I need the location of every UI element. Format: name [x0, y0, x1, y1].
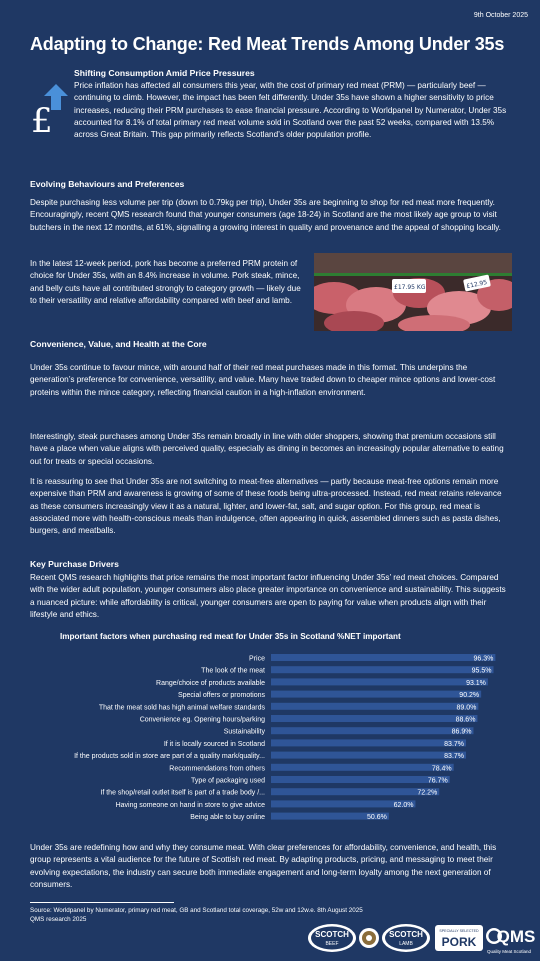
source-line-2: QMS research 2025 — [30, 916, 87, 923]
category-label: Having someone on hand in store to give advice — [115, 801, 265, 809]
section-heading-price-pressures: Shifting Consumption Amid Price Pressures — [74, 68, 255, 78]
bar — [271, 752, 466, 759]
category-label: If it is locally sourced in Scotland — [163, 740, 265, 748]
bar — [271, 788, 439, 795]
qms-sub: Quality Meat Scotland — [486, 949, 532, 954]
category-label: Being able to buy online — [190, 814, 265, 822]
bar — [271, 703, 478, 710]
data-label: 83.7% — [444, 740, 465, 748]
footer-divider — [30, 902, 174, 903]
data-label: 78.4% — [431, 765, 452, 773]
meat-counter-photo — [314, 253, 512, 331]
scotch-beef-bottom: BEEF — [325, 941, 339, 947]
paragraph-price-pressures: Price inflation has affected all consumers this year, with the cost of primary red meat (PRM) — particularly beef — continuing to climb. However, the impact has been felt differently. Under 35s have shown a higher sensitivity to price increases, reducing their PRM purchases to ease financial pressure. According to Worldpanel by Numerator, Under 35s accounted for 8.1% of total primary red meat volume sold in Scotland over the past 52 weeks, compared with 13.5% across Great Britain. This gap primarily reflects Scotland’s older population profile. — [74, 81, 507, 140]
pound-up-arrow-icon — [30, 84, 70, 136]
data-label: 62.0% — [393, 801, 414, 809]
section-heading-drivers: Key Purchase Drivers — [30, 559, 119, 569]
bar — [271, 764, 454, 771]
category-label: Range/choice of products available — [156, 679, 265, 687]
section-heading-convenience: Convenience, Value, and Health at the Core — [30, 339, 207, 349]
pork-main: PORK — [441, 935, 477, 949]
svg-text:£: £ — [31, 101, 53, 136]
data-label: 86.9% — [451, 728, 472, 736]
paragraph-convenience-2: Interestingly, steak purchases among Under 35s remain broadly in line with older shoppers, showing that premium occasions still have a place when value aligns with perceived quality, especially as dining in becomes an increasingly popular alternative to eating out for treats or special occasions. — [30, 432, 504, 466]
category-label: Type of packaging used — [191, 777, 265, 785]
data-label: 83.7% — [444, 753, 465, 761]
category-label: If the products sold in store are part of a quality mark/quality... — [74, 753, 265, 761]
pork-logo — [435, 925, 483, 951]
category-label: That the meat sold has high animal welfare standards — [98, 704, 265, 712]
data-label: 93.1% — [466, 679, 486, 687]
price-tag-2: £12.95 — [465, 278, 488, 291]
scotch-lamb-top: SCOTCH — [389, 930, 423, 939]
scotch-lamb-logo — [382, 924, 430, 952]
bar-chart — [0, 648, 540, 828]
paragraph-convenience-1: Under 35s continue to favour mince, with around half of their red meat purchases made in this format. This underpins the generation’s preference for convenience, versatility, and value. Many have traded down to cheaper mince options and lower-cost proteins within the mince category, reflecting financial caution in a high-inflation environment. — [30, 363, 496, 397]
paragraph-behaviours-1: Despite purchasing less volume per trip (down to 0.79kg per trip), Under 35s are beginning to shop for red meat more frequently. Encouragingly, recent QMS research found that younger consumers (age 18-24) in Scotland are the most likely age group to visit butchers in the next 12 months, at 61%, signalling a growing interest in quality and provenance and the appeal of shopping locally. — [30, 198, 501, 232]
category-label: Convenience eg. Opening hours/parking — [139, 716, 265, 724]
data-label: 90.2% — [459, 692, 480, 700]
category-label: Special offers or promotions — [177, 692, 265, 700]
bar — [271, 678, 488, 685]
data-label: 96.3% — [473, 655, 494, 663]
bar — [271, 776, 450, 783]
data-label: 50.6% — [367, 814, 387, 822]
data-label: 76.7% — [427, 777, 448, 785]
qms-main: QMS — [496, 927, 536, 946]
page-title: Adapting to Change: Red Meat Trends Among Under 35s — [30, 34, 505, 54]
category-label: Sustainability — [223, 728, 265, 736]
category-label: Recommendations from others — [169, 765, 265, 773]
category-label: If the shop/retail outlet itself is part of a trade body /... — [100, 789, 265, 797]
data-label: 72.2% — [417, 789, 438, 797]
data-label: 88.6% — [455, 716, 476, 724]
section-heading-behaviours: Evolving Behaviours and Preferences — [30, 179, 185, 189]
logo-strip — [306, 920, 536, 956]
date: 9th October 2025 — [473, 12, 528, 19]
pork-top: SPECIALLY SELECTED — [439, 929, 479, 933]
data-label: 95.5% — [471, 667, 492, 675]
paragraph-drivers: Recent QMS research highlights that price remains the most important factor influencing Under 35s’ red meat choices. Compared with the wider adult population, younger consumers also place greater importance on convenience and sustainability. This suggests a nuanced picture: while affordability is critical, younger consumers are open to paying for value when products align with their lifestyle and ethics. — [30, 573, 506, 619]
source-line-1: Source: Worldpanel by Numerator, primary red meat, GB and Scotland total coverage, 52w and 12w.e. 8th August 2025 — [30, 907, 363, 914]
bar — [271, 715, 477, 722]
category-label: The look of the meat — [201, 667, 265, 675]
bar — [271, 739, 466, 746]
bar — [271, 666, 494, 673]
crest-icon — [359, 928, 379, 948]
scotch-beef-top: SCOTCH — [315, 930, 349, 939]
paragraph-convenience-3: It is reassuring to see that Under 35s are not switching to meat-free alternatives — partly because meat-free options remain more expensive than PRM and awareness is growing of some of these foods being ultra-processed. Instead, red meat retains relevance as these consumers increasingly view it as a natural, lighter, and lower-fat, salt, and sugar option. For this group, red meat is associated more with health-conscious meals than indulgence, often appearing in quick, assembled dinners such as pasta dishes, burgers, and meatballs. — [30, 477, 502, 536]
paragraph-behaviours-2: In the latest 12-week period, pork has become a preferred PRM protein of choice for Under 35s, with an 8.4% increase in volume. Pork steak, mince, and belly cuts have all contributed strongly to category growth — likely due to their versatility and relative affordability compared with beef and lamb. — [30, 259, 301, 305]
bar — [271, 654, 495, 661]
data-label: 89.0% — [456, 704, 477, 712]
qms-logo — [486, 927, 535, 954]
scotch-beef-logo — [308, 924, 356, 952]
category-label: Price — [249, 655, 265, 663]
paragraph-conclusion: Under 35s are redefining how and why they consume meat. With clear preferences for affordability, convenience, and health, this group represents a vital audience for the future of Scottish red meat. By adapting products, pricing, and messaging to meet their evolving expectations, the industry can secure both immediate engagement and long-term loyalty among the next generation of consumers. — [30, 843, 497, 889]
price-tag-1: £17.95 KG — [394, 284, 426, 291]
bar — [271, 727, 473, 734]
bar — [271, 691, 481, 698]
scotch-lamb-bottom: LAMB — [399, 941, 413, 947]
chart-title: Important factors when purchasing red meat for Under 35s in Scotland %NET important — [60, 632, 401, 641]
